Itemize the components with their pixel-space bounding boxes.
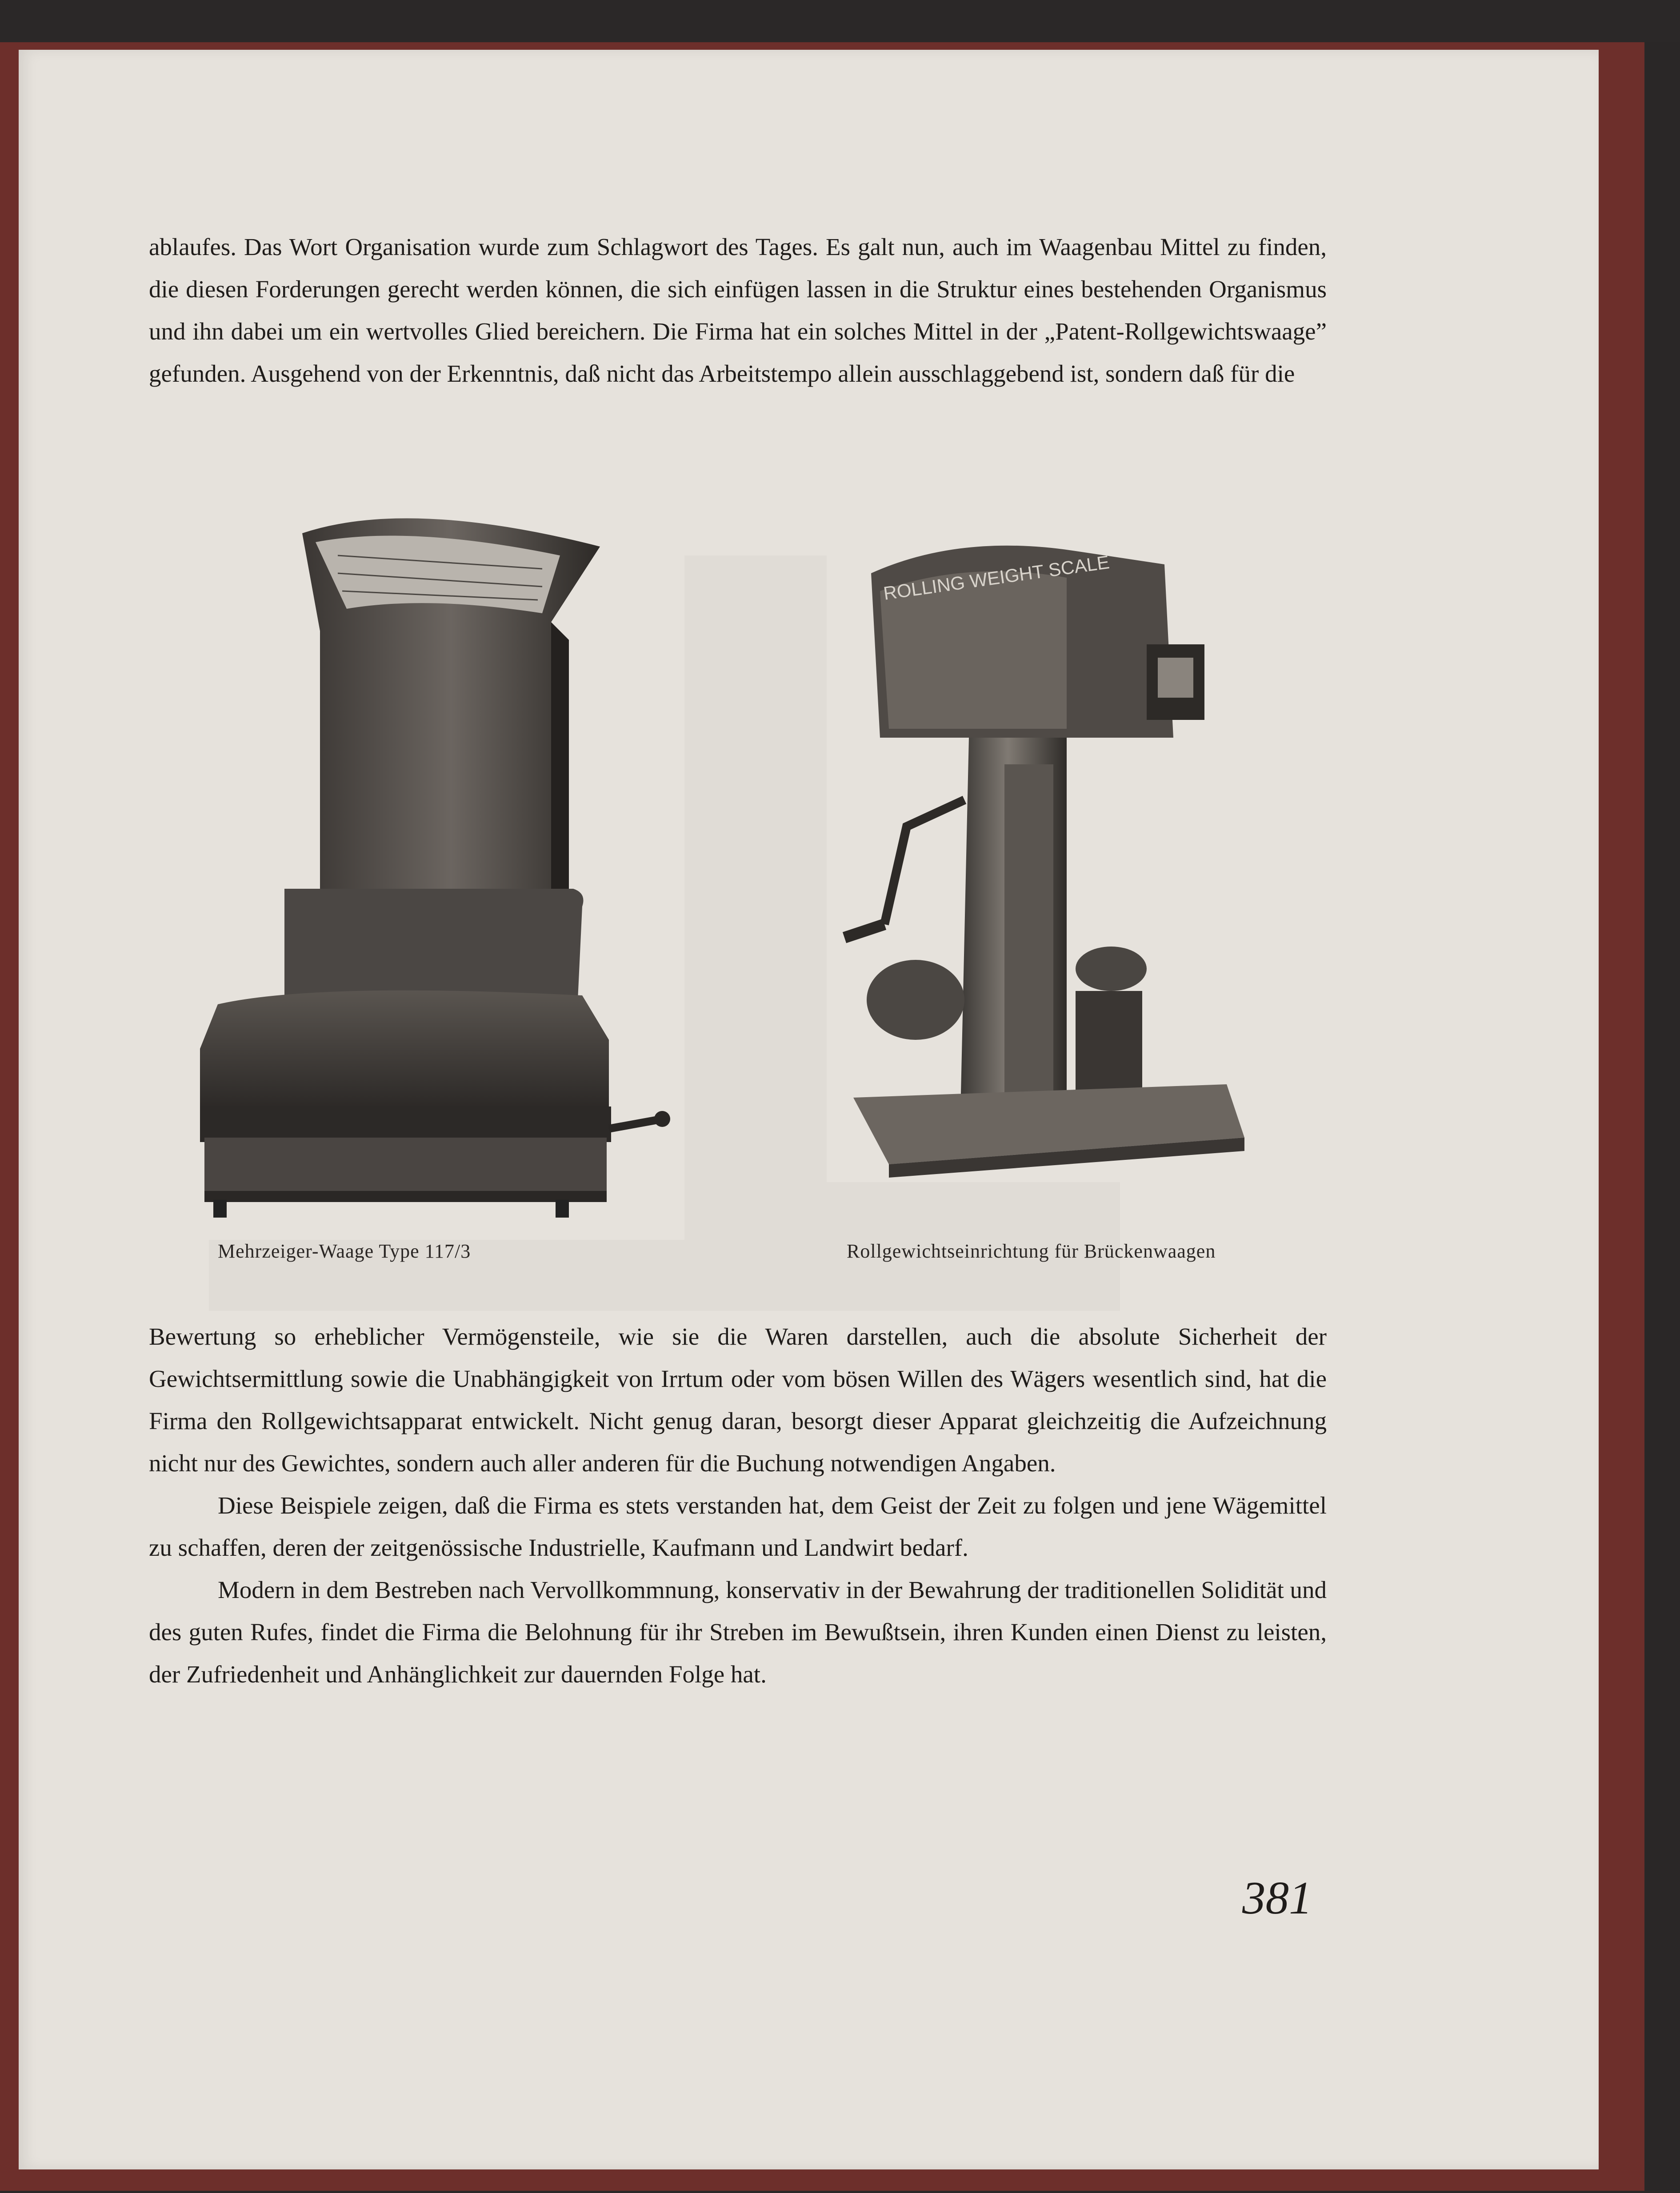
page-number: 381 [1242,1872,1312,1924]
paragraph: Bewertung so erheblicher Vermögensteile, wie sie die Waren darstellen, auch die absolute Sicherheit der Gewichtsermittlung sowie die Unabhängigkeit von Irrtum oder vom bösen Willen des Wägers wesentlich sind, hat die Firma den Rollgewichtsapparat entwickelt. Nicht genug daran, besorgt dieser Apparat gleichzeitig die Aufzeichnung nicht nur des Gewichtes, sondern auch aller anderen für die Buchung notwendigen Angaben. [149,1323,1327,1477]
paragraph: ablaufes. Das Wort Organisation wurde zum Schlagwort des Tages. Es galt nun, auch im Waagenbau Mittel zu finden, die diesen Forderungen gerecht werden können, die sich einfügen lassen in die Struktur eines bestehenden Organismus und ihn dabei um ein wertvolles Glied bereichern. Die Firma hat ein solches Mittel in der „Patent-Rollgewichtswaage” gefunden. Ausgehend von der Erkenntnis, daß nicht das Arbeitstempo allein ausschlaggebend ist, sondern daß für die [149,233,1327,387]
figure-scale-image [160,507,684,1240]
figure-caption-right: Rollgewichtseinrichtung für Brückenwaagen [847,1240,1216,1262]
body-text-top [149,226,1327,395]
figure-rolling-weight-image [827,515,1253,1182]
machine-label: ROLLING WEIGHT SCALE [882,551,1111,604]
paragraph: Modern in dem Bestreben nach Vervollkommnung, konservativ in der Bewahrung der traditionellen Solidität und des guten Rufes, findet die Firma die Belohnung für ihr Streben im Bewußtsein, ihren Kunden einen Dienst zu leisten, der Zufriedenheit und Anhänglichkeit zur dauernden Folge hat. [149,1576,1327,1688]
paragraph: Diese Beispiele zeigen, daß die Firma es stets verstanden hat, dem Geist der Zeit zu folgen und jene Wägemittel zu schaffen, deren der zeitgenössische Industrielle, Kaufmann und Landwirt bedarf. [149,1492,1327,1561]
body-text-bottom [149,1315,1327,1695]
figure-caption-left: Mehrzeiger-Waage Type 117/3 [218,1240,471,1262]
background-strip [0,0,1680,42]
